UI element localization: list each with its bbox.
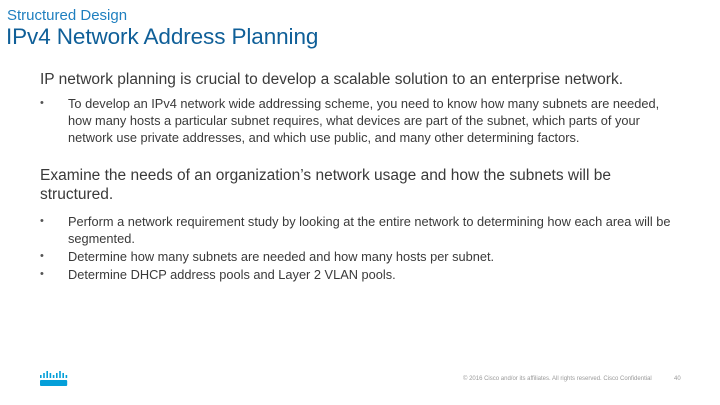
page-number: 40 bbox=[674, 376, 681, 382]
section-1-bullet-list bbox=[40, 95, 680, 146]
section-2-paragraph: Examine the needs of an organization’s network usage and how the subnets will be structured. bbox=[40, 167, 611, 203]
list-item bbox=[40, 213, 680, 247]
bullet-icon: • bbox=[40, 215, 44, 227]
bullet-text: To develop an IPv4 network wide addressing scheme, you need to know how many subnets are needed, how many hosts a particular subnet requires, what devices are part of the subnet, which parts of your network use private addresses, and which use public, and many other determining factors. bbox=[68, 96, 660, 145]
slide-body bbox=[40, 70, 680, 283]
bullet-icon: • bbox=[40, 97, 44, 109]
bullet-icon: • bbox=[40, 250, 44, 262]
cisco-logo-icon bbox=[39, 371, 69, 387]
copyright-notice: © 2016 Cisco and/or its affiliates. All rights reserved. Cisco Confidential bbox=[463, 376, 652, 382]
bullet-text: Perform a network requirement study by looking at the entire network to determining how each area will be segmented. bbox=[68, 214, 671, 246]
bullet-text: Determine how many subnets are needed and how many hosts per subnet. bbox=[68, 249, 495, 264]
section-1-paragraph: IP network planning is crucial to develop a scalable solution to an enterprise network. bbox=[40, 71, 624, 88]
slide-subtitle: Structured Design bbox=[7, 7, 128, 24]
section-2-bullet-list bbox=[40, 213, 680, 283]
list-item bbox=[40, 95, 680, 146]
bullet-text: Determine DHCP address pools and Layer 2 VLAN pools. bbox=[68, 267, 396, 282]
slide-title: IPv4 Network Address Planning bbox=[6, 24, 319, 49]
bullet-icon: • bbox=[40, 268, 44, 280]
list-item bbox=[40, 266, 680, 283]
list-item bbox=[40, 248, 680, 265]
